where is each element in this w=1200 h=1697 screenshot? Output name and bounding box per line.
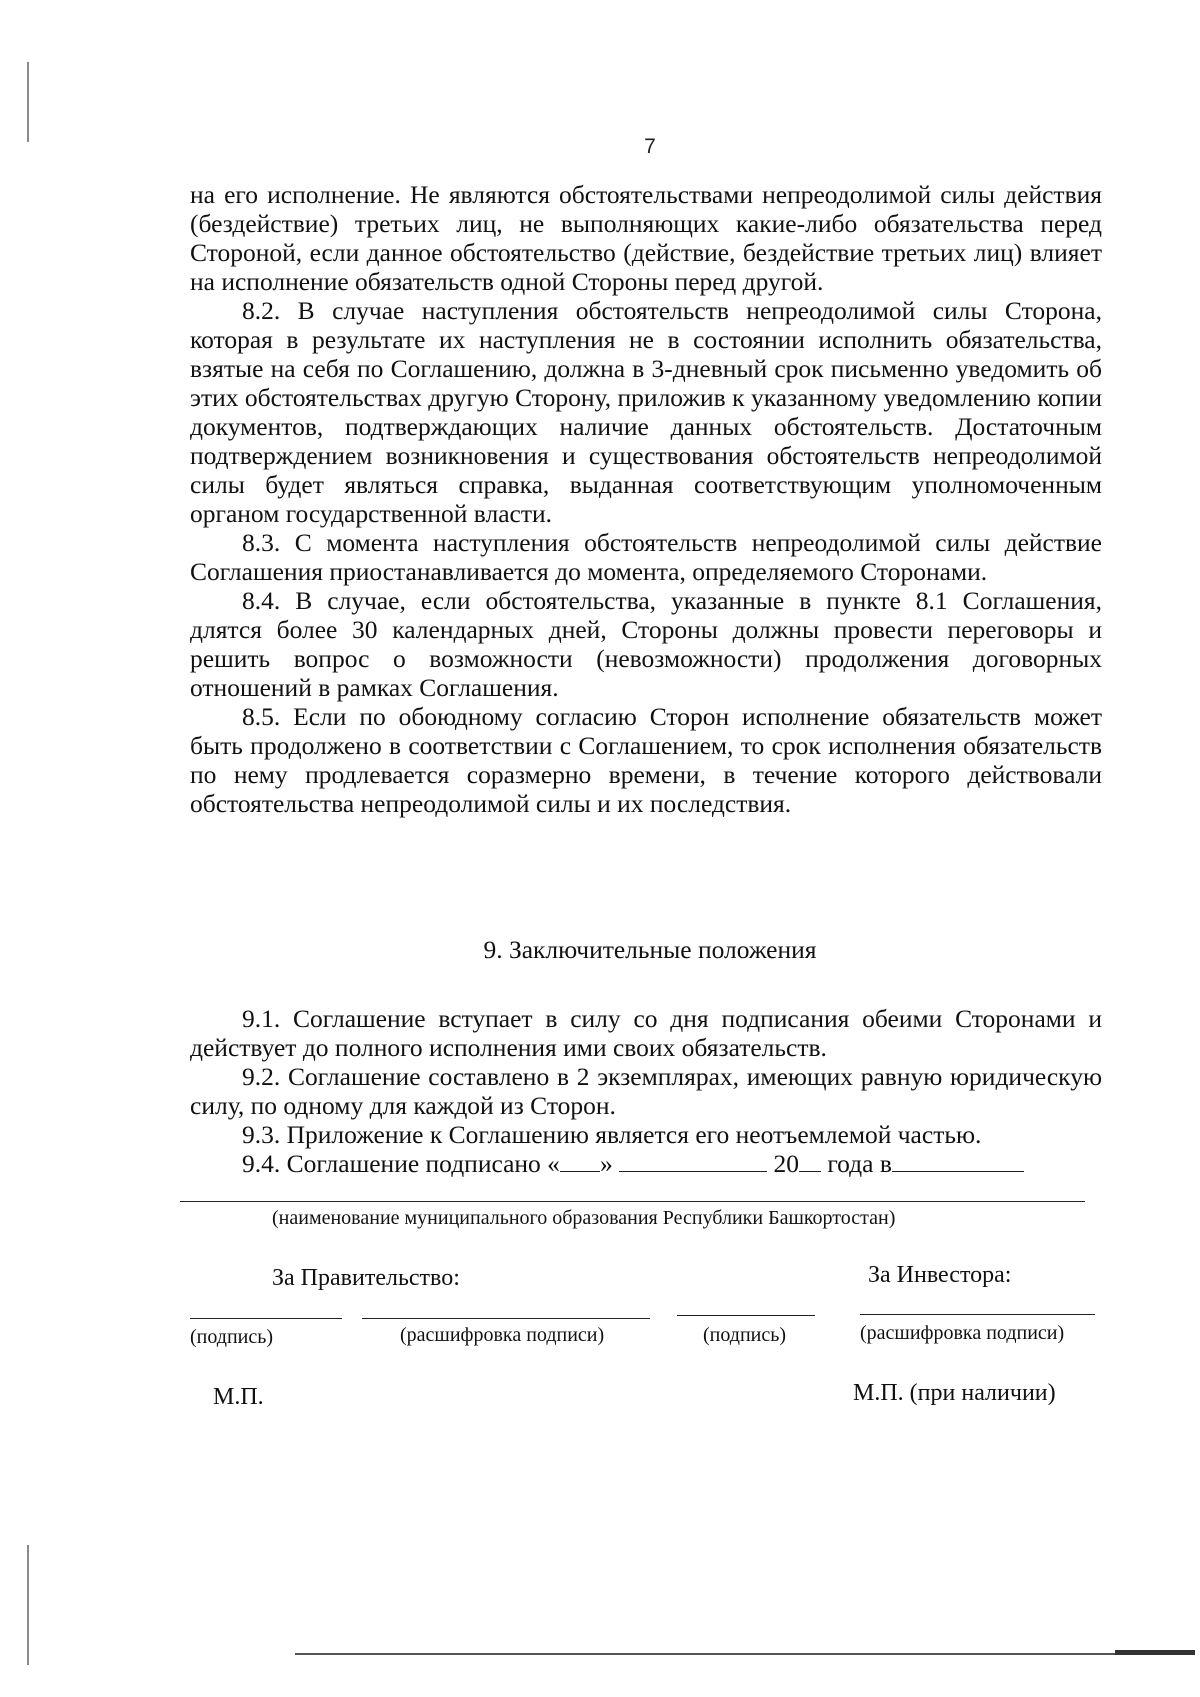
signing-prefix: 9.4. Соглашение подписано «: [242, 1149, 560, 1178]
quote-close: »: [599, 1149, 613, 1178]
paragraph-9-1: 9.1. Соглашение вступает в силу со дня подписания обеими Сторонами и действует до полного исполнения ими своих обязательств.: [190, 1004, 1102, 1062]
scan-bottom-edge-dark: [1115, 1650, 1195, 1655]
paragraph-8-4: 8.4. В случае, если обстоятельства, указанные в пункте 8.1 Соглашения, длятся более 30 календарных дней, Стороны должны провести переговоры и решить вопрос о возможности (невозможности) продолжения договорных отношений в рамках Соглашения.: [190, 586, 1102, 702]
gov-signature-caption: (подпись): [190, 1326, 274, 1348]
paragraph-9-3: 9.3. Приложение к Соглашению является его неотъемлемой частью.: [242, 1120, 982, 1149]
gov-decoding-line: [362, 1318, 650, 1319]
paragraph-8-3: 8.3. С момента наступления обстоятельств непреодолимой силы действие Соглашения приостанавливается до момента, определяемого Сторонами.: [190, 528, 1102, 586]
scan-bottom-edge: [295, 1653, 1195, 1655]
paragraph-8-5: 8.5. Если по обоюдному согласию Сторон исполнение обязательств может быть продолжено в соответствии с Соглашением, то срок исполнения обязательств по нему продлевается соразмерно времени, в течение которого действовали обстоятельства непреодолимой силы и их последствия.: [190, 702, 1102, 818]
inv-signature-caption: (подпись): [703, 1324, 787, 1346]
gov-signature-line: [190, 1318, 342, 1319]
municipality-line: [180, 1201, 1085, 1202]
scan-edge-mark-bottom: [27, 1545, 29, 1665]
government-party-label: За Правительство:: [272, 1265, 460, 1291]
inv-decoding-caption: (расшифровка подписи): [860, 1322, 1065, 1344]
year-suffix: года в: [820, 1149, 892, 1178]
day-blank: [560, 1149, 600, 1172]
force-majeure-section: [190, 180, 1102, 818]
page-number: 7: [644, 135, 656, 158]
paragraph-8-2: 8.2. В случае наступления обстоятельств непреодолимой силы Сторона, которая в результате их наступления не в состоянии исполнить обязательства, взятые на себя по Соглашению, должна в 3-дневный срок письменно уведомить об этих обстоятельствах другую Сторону, приложив к указанному уведомлению копии документов, подтверждающих наличие данных обстоятельств. Достаточным подтверждением возникновения и существования обстоятельств непреодолимой силы будет являться справка, выданная соответствующим уполномоченным органом государственной власти.: [190, 296, 1102, 528]
inv-stamp-label: М.П. (при наличии): [853, 1380, 1056, 1406]
municipality-caption: (наименование муниципального образования Республики Башкортостан): [272, 1207, 896, 1229]
inv-decoding-line: [860, 1314, 1095, 1315]
section-heading: 9. Заключительные положения: [483, 935, 817, 964]
inv-signature-line: [677, 1315, 815, 1316]
year-blank: [799, 1149, 821, 1172]
paragraph-continuation: на его исполнение. Не являются обстоятельствами непреодолимой силы действия (бездействие) третьих лиц, не выполняющих какие-либо обязательства перед Стороной, если данное обстоятельство (действие, бездействие третьих лиц) влияет на исполнение обязательств одной Стороны перед другой.: [190, 180, 1102, 296]
investor-party-label: За Инвестора:: [868, 1262, 1012, 1288]
place-blank: [892, 1149, 1024, 1172]
gov-stamp-label: М.П.: [213, 1384, 264, 1410]
scan-edge-mark-top: [27, 62, 29, 142]
year-prefix: 20: [773, 1149, 799, 1178]
final-provisions: [190, 1004, 1102, 1178]
gov-decoding-caption: (расшифровка подписи): [400, 1324, 605, 1346]
paragraph-9-2: 9.2. Соглашение составлено в 2 экземплярах, имеющих равную юридическую силу, по одному для каждой из Сторон.: [190, 1062, 1102, 1120]
paragraph-9-4: [190, 1149, 1102, 1178]
month-blank: [619, 1149, 767, 1172]
